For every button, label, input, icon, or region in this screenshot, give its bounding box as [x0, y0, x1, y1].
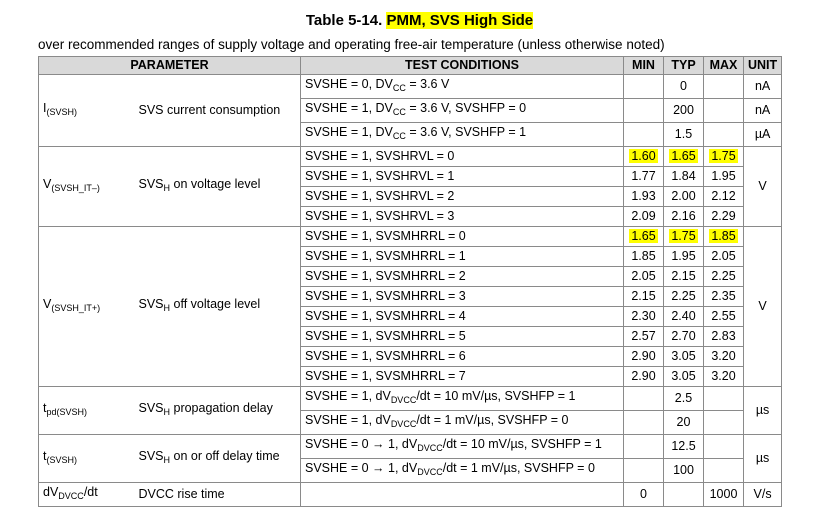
table-number: Table 5-14.: [305, 12, 387, 29]
description-main: SVS: [138, 297, 164, 311]
condition-suffix: /dt = 10 mV/µs, SVSHFP = 1: [442, 437, 602, 451]
symbol-main: V: [43, 177, 52, 191]
header-typ: TYP: [664, 57, 704, 75]
condition-text: SVSHE = 0, DV: [305, 77, 393, 91]
condition-text: SVSHE = 1, SVSHRVL = 2: [305, 189, 455, 203]
test-condition: [301, 99, 624, 123]
value-max-text: 2.55: [711, 309, 736, 323]
value-typ-text: 2.40: [671, 309, 696, 323]
value-max-text: 3.20: [711, 369, 736, 383]
test-condition: [301, 411, 624, 435]
condition-text: SVSHE = 1, SVSMHRRL = 6: [305, 349, 466, 363]
value-typ-text: 20: [676, 415, 691, 429]
description-subscript: H: [163, 407, 171, 417]
value-typ: [664, 367, 704, 387]
value-max-text: 1.95: [711, 169, 736, 183]
value-min: [624, 267, 664, 287]
value-typ: [664, 227, 704, 247]
value-max: [704, 123, 744, 147]
condition-suffix: /dt = 10 mV/µs, SVSHFP = 1: [416, 389, 576, 403]
unit-text: nA: [754, 103, 771, 117]
condition-suffix: /dt = 1 mV/µs, SVSHFP = 0: [416, 413, 569, 427]
value-typ: [664, 483, 704, 507]
condition-text: SVSHE = 1, SVSMHRRL = 3: [305, 289, 466, 303]
value-max-text: 1000: [709, 487, 738, 501]
test-condition: [301, 187, 624, 207]
value-min: [624, 247, 664, 267]
test-condition: [301, 207, 624, 227]
value-max: [704, 207, 744, 227]
test-condition: [301, 347, 624, 367]
value-typ-text: 2.70: [671, 329, 696, 343]
test-condition: [301, 483, 624, 507]
value-typ-text: 1.65: [671, 149, 696, 163]
value-min: [624, 367, 664, 387]
value-typ: [664, 307, 704, 327]
value-min-text: 1.85: [631, 249, 656, 263]
param-unit: [744, 227, 782, 387]
value-min: [624, 147, 664, 167]
value-min: [624, 387, 664, 411]
test-condition: [301, 227, 624, 247]
condition-text: SVSHE = 0 → 1, dV: [305, 461, 418, 475]
param-symbol: [39, 75, 135, 147]
table-row: [39, 147, 782, 167]
condition-text: SVSHE = 1, dV: [305, 413, 391, 427]
symbol-subscript: (SVSH): [46, 455, 77, 465]
param-symbol: [39, 227, 135, 387]
value-max-text: 2.83: [711, 329, 736, 343]
unit-text: V: [758, 179, 767, 193]
param-unit: [744, 123, 782, 147]
symbol-subscript: (SVSH_IT+): [51, 303, 101, 313]
value-min-text: 2.09: [631, 209, 656, 223]
header-test-conditions: TEST CONDITIONS: [301, 57, 624, 75]
unit-text: V: [758, 299, 767, 313]
unit-text: µs: [755, 451, 770, 465]
condition-subscript: DVCC: [390, 395, 417, 405]
value-min-text: 2.05: [631, 269, 656, 283]
value-typ-text: 2.00: [671, 189, 696, 203]
value-max-text: 2.29: [711, 209, 736, 223]
value-typ: [664, 247, 704, 267]
test-condition: [301, 287, 624, 307]
value-typ-text: 0: [680, 79, 687, 93]
value-max: [704, 167, 744, 187]
value-min: [624, 435, 664, 459]
value-typ: [664, 267, 704, 287]
value-min: [624, 287, 664, 307]
param-description: [135, 227, 301, 387]
test-condition: [301, 459, 624, 483]
test-condition: [301, 147, 624, 167]
condition-text: SVSHE = 1, SVSMHRRL = 2: [305, 269, 466, 283]
param-description: [135, 75, 301, 147]
test-condition: [301, 307, 624, 327]
table-row: [39, 435, 782, 459]
symbol-subscript: DVCC: [58, 491, 84, 501]
value-typ-text: 1.75: [671, 229, 696, 243]
description-main: SVS: [138, 449, 164, 463]
value-typ: [664, 147, 704, 167]
unit-text: µA: [754, 127, 771, 141]
test-condition: [301, 123, 624, 147]
value-min-text: 1.60: [631, 149, 656, 163]
test-condition: [301, 327, 624, 347]
value-max: [704, 75, 744, 99]
value-typ: [664, 99, 704, 123]
condition-suffix: = 3.6 V: [405, 77, 450, 91]
value-max: [704, 483, 744, 507]
value-min: [624, 327, 664, 347]
param-unit: [744, 483, 782, 507]
condition-suffix: = 3.6 V, SVSHFP = 1: [405, 125, 527, 139]
description-suffix: on or off delay time: [170, 449, 280, 463]
description-main: DVCC rise time: [138, 487, 225, 501]
value-typ-text: 2.5: [674, 391, 693, 405]
condition-text: SVSHE = 1, dV: [305, 389, 391, 403]
value-typ-text: 1.84: [671, 169, 696, 183]
value-typ-text: 2.25: [671, 289, 696, 303]
value-min: [624, 459, 664, 483]
value-max: [704, 367, 744, 387]
value-max: [704, 387, 744, 411]
condition-text: SVSHE = 1, SVSMHRRL = 5: [305, 329, 466, 343]
condition-text: SVSHE = 1, SVSMHRRL = 7: [305, 369, 466, 383]
test-condition: [301, 75, 624, 99]
value-max: [704, 247, 744, 267]
test-condition: [301, 367, 624, 387]
param-unit: [744, 147, 782, 227]
value-typ-text: 1.5: [674, 127, 693, 141]
value-typ-text: 1.95: [671, 249, 696, 263]
value-min: [624, 123, 664, 147]
value-min-text: 2.57: [631, 329, 656, 343]
condition-text: SVSHE = 1, SVSHRVL = 0: [305, 149, 455, 163]
value-min-text: 2.15: [631, 289, 656, 303]
condition-subscript: DVCC: [417, 443, 443, 453]
value-min-text: 1.77: [631, 169, 656, 183]
unit-text: V/s: [753, 487, 772, 501]
symbol-main: I: [43, 101, 47, 115]
condition-subscript: CC: [392, 83, 406, 93]
description-suffix: on voltage level: [170, 177, 261, 191]
symbol-subscript: pd(SVSH): [46, 407, 87, 417]
unit-text: nA: [754, 79, 771, 93]
header-parameter: PARAMETER: [39, 57, 301, 75]
value-max: [704, 147, 744, 167]
symbol-main: V: [43, 297, 52, 311]
table-row: [39, 483, 782, 507]
symbol-main: t: [43, 401, 47, 415]
description-main: SVS: [138, 177, 164, 191]
condition-text: SVSHE = 1, SVSMHRRL = 1: [305, 249, 466, 263]
value-typ: [664, 411, 704, 435]
value-max: [704, 307, 744, 327]
test-condition: [301, 387, 624, 411]
value-max: [704, 187, 744, 207]
description-subscript: H: [163, 183, 171, 193]
value-typ: [664, 435, 704, 459]
table-row: [39, 387, 782, 411]
value-min-text: 1.93: [631, 189, 656, 203]
param-symbol: [39, 387, 135, 435]
value-typ: [664, 75, 704, 99]
spec-table: [38, 56, 782, 507]
value-min: [624, 483, 664, 507]
value-typ: [664, 187, 704, 207]
value-min: [624, 411, 664, 435]
condition-suffix: /dt = 1 mV/µs, SVSHFP = 0: [442, 461, 595, 475]
header-max: MAX: [704, 57, 744, 75]
condition-text: SVSHE = 1, SVSMHRRL = 0: [305, 229, 466, 243]
value-typ-text: 3.05: [671, 369, 696, 383]
param-symbol: [39, 435, 135, 483]
condition-text: SVSHE = 1, SVSHRVL = 3: [305, 209, 455, 223]
param-description: [135, 147, 301, 227]
test-condition: [301, 435, 624, 459]
value-min: [624, 167, 664, 187]
condition-text: SVSHE = 1, SVSHRVL = 1: [305, 169, 455, 183]
value-max: [704, 411, 744, 435]
value-typ: [664, 207, 704, 227]
value-min-text: 0: [640, 487, 647, 501]
value-min: [624, 307, 664, 327]
table-title: [0, 12, 839, 29]
value-typ-text: 12.5: [671, 439, 696, 453]
value-min: [624, 75, 664, 99]
param-symbol: [39, 147, 135, 227]
value-typ-text: 3.05: [671, 349, 696, 363]
value-max-text: 2.05: [711, 249, 736, 263]
value-min: [624, 207, 664, 227]
value-max: [704, 327, 744, 347]
param-unit: [744, 75, 782, 99]
value-max-text: 2.35: [711, 289, 736, 303]
value-min: [624, 227, 664, 247]
value-typ: [664, 287, 704, 307]
value-max: [704, 99, 744, 123]
value-min: [624, 187, 664, 207]
param-unit: [744, 387, 782, 435]
header-min: MIN: [624, 57, 664, 75]
value-min: [624, 347, 664, 367]
table-row: [39, 75, 782, 99]
value-max: [704, 227, 744, 247]
description-main: SVS: [138, 401, 164, 415]
condition-text: SVSHE = 0 → 1, dV: [305, 437, 418, 451]
value-typ: [664, 459, 704, 483]
param-description: [135, 435, 301, 483]
param-unit: [744, 435, 782, 483]
value-max-text: 3.20: [711, 349, 736, 363]
table-subtitle: over recommended ranges of supply voltage and operating free-air temperature (unless otherwise noted): [38, 37, 665, 52]
value-min-text: 1.65: [631, 229, 656, 243]
description-suffix: off voltage level: [170, 297, 261, 311]
symbol-suffix: /dt: [83, 485, 98, 499]
test-condition: [301, 267, 624, 287]
test-condition: [301, 247, 624, 267]
param-description: [135, 387, 301, 435]
description-main: SVS current consumption: [138, 103, 281, 117]
param-description: [135, 483, 301, 507]
symbol-subscript: (SVSH): [46, 107, 77, 117]
value-typ-text: 2.15: [671, 269, 696, 283]
param-symbol: [39, 483, 135, 507]
value-typ-text: 2.16: [671, 209, 696, 223]
condition-text: SVSHE = 1, SVSMHRRL = 4: [305, 309, 466, 323]
value-typ: [664, 123, 704, 147]
description-suffix: propagation delay: [170, 401, 273, 415]
value-min-text: 2.30: [631, 309, 656, 323]
value-typ-text: 100: [673, 463, 694, 477]
condition-subscript: CC: [392, 131, 406, 141]
value-typ: [664, 347, 704, 367]
value-min-text: 2.90: [631, 349, 656, 363]
value-max: [704, 459, 744, 483]
description-subscript: H: [163, 303, 171, 313]
symbol-main: t: [43, 449, 47, 463]
unit-text: µs: [755, 403, 770, 417]
condition-subscript: DVCC: [390, 419, 417, 429]
condition-subscript: CC: [392, 107, 406, 117]
symbol-subscript: (SVSH_IT–): [51, 183, 100, 193]
value-max-text: 1.85: [711, 229, 736, 243]
value-min-text: 2.90: [631, 369, 656, 383]
value-typ-text: 200: [673, 103, 694, 117]
value-max: [704, 287, 744, 307]
value-max-text: 1.75: [711, 149, 736, 163]
value-max: [704, 347, 744, 367]
table-row: [39, 227, 782, 247]
value-max-text: 2.25: [711, 269, 736, 283]
value-typ: [664, 327, 704, 347]
param-unit: [744, 99, 782, 123]
header-row: [39, 57, 782, 75]
value-min: [624, 99, 664, 123]
value-typ: [664, 167, 704, 187]
test-condition: [301, 167, 624, 187]
condition-subscript: DVCC: [417, 467, 443, 477]
condition-text: SVSHE = 1, DV: [305, 101, 393, 115]
table-title-highlight: PMM, SVS High Side: [386, 12, 534, 29]
value-max: [704, 435, 744, 459]
value-max: [704, 267, 744, 287]
header-unit: UNIT: [744, 57, 782, 75]
description-subscript: H: [163, 455, 171, 465]
condition-text: SVSHE = 1, DV: [305, 125, 393, 139]
value-max-text: 2.12: [711, 189, 736, 203]
symbol-main: dV: [43, 485, 59, 499]
condition-suffix: = 3.6 V, SVSHFP = 0: [405, 101, 527, 115]
value-typ: [664, 387, 704, 411]
